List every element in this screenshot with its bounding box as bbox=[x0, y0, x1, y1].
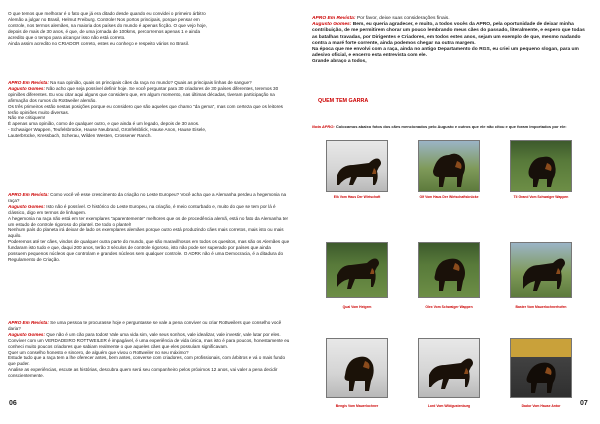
photo-caption: Til Grand Vom Schwaiger Wappen bbox=[513, 195, 569, 199]
dog-photo bbox=[418, 242, 480, 298]
page-number-right: 07 bbox=[580, 400, 588, 407]
photo-caption: Elk Vom Haus Der Wirtschaft bbox=[333, 195, 381, 199]
dog-photo bbox=[510, 338, 572, 398]
nota-apro: Nota APRO: Colocamos abaixo fotos dos cães mencionados pelo Augusto e outros que ele não citou e que foram importados por ele: bbox=[312, 124, 567, 129]
qa3-question: APRO Em Revista: Se uma pessoa te procurasse hoje e perguntasse se vale a pena conviver ou criar Rottweilers que conselho você daria? bbox=[8, 320, 282, 331]
qa1-question: APRO Em Revista: Na sua opinião, quais os principais cães da raça no mundo? Quais as principais linhas de sangue? bbox=[8, 80, 252, 85]
final-remarks: APRO Em Revista: Por favor, deixe suas considerações finais. Augusto Gomes: Bem, eu queria agradecer, e muito, a todos vocês da APRO, pela oportunidade de deixar minha contribuição, de me permitirem chorar um pouco lembrando meus cães do passado, literalmente, e espero que todas as batalhas travadas, por Dirigentes e Criadores, em todos estes anos, sejam um exemplo de que, mesmo nadando contra a maré forte corrente, ainda podemos chegar na outra margem. Na época que me envolvi com a raça, ainda no antigo Departamento do RGS, eu criei um pequeno slogan, para um adesivo oficial, e encerro esta entrevista com ele. Grande abraço a todos, bbox=[312, 16, 590, 66]
photo-caption: Olex Vom Schwaiger Wappen bbox=[425, 305, 473, 309]
right-page bbox=[300, 0, 600, 424]
photo-caption: Quai Vom Heigem bbox=[342, 305, 372, 309]
dog-photo bbox=[326, 338, 388, 398]
photo-caption: Lord Vom Wildgustenburg bbox=[427, 404, 471, 408]
photo-caption: Baster Vom Mauerlochnerhofen bbox=[515, 305, 567, 309]
qa-block-1: APRO Em Revista: Na sua opinião, quais os principais cães da raça no mundo? Quais as principais linhas de sangue? Augusto Gomes: Não acho que seja possível definir hoje. Se você perguntar para 30 criadores de 30 países diferentes, teremos 30 opiniões diferentes. Eu vou citar aqui alguns que considero que, em algum momento, nas últimas décadas, tiveram participação na afirmação dos rumos do Rottweiler alemão. Os três primeiros estão nestas posições porque eu considero que são aqueles que chamo "da gema", mas com certeza que os leitores terão opiniões muito diversas. Não me critiquem! É apenas uma opinião, como de qualquer outro, e que ainda é um legado, depois de 30 anos. - Schwaiger Wappen, Teufelsbrücke, Hause Neubrand, Grünfelsblick, Hause Anon, Hause Eisele, Lauterbrücke, Kressbach, Scherau, Wilden Westen, Crossener Ranch. bbox=[8, 80, 290, 139]
dog-photo bbox=[418, 338, 480, 398]
photo-caption: Dador Vom Hause Antor bbox=[521, 404, 561, 408]
dog-photo bbox=[510, 242, 572, 298]
qa3-answer: Augusto Gomes: Que não é um cão para todos! Vale uma vida sim, vale seus sonhos, vale idealizar, vale investir, vale lutar por eles. Conviver com um VERDADEIRO ROTTWEILER é impagável, é uma experiência de vida única, mas isto é para poucos, honestamente eu conheci muito poucos criadores que sabiam realmente o que aqueles cães que eles possuíam significavam. bbox=[8, 331, 290, 349]
slogan: QUEM TEM GARRA bbox=[318, 98, 369, 104]
intro-text: O que temos que melhorar é o fato que já era ditado desde quando eu convidei o primeiro árbitro Alemão a julgar no Brasil, Helmut Freiburg. Controle! Nos portos principais, porque pensar em controle, nos termos alemães, na maioria dos países do mundo é apenas ficção. O que vejo hoje, depois de mais de 30 anos, é que, de uma jornada de 100kms, percorremos apenas 1 e ainda acredito que o tempo para alcançar isso não está correto. Ainda assim acredito no CRIADOR correto, estes eu conheço e respeito vários no Brasil. bbox=[8, 11, 207, 46]
dog-photo bbox=[418, 140, 480, 192]
rottweiler-image bbox=[419, 141, 480, 192]
rottweiler-image bbox=[511, 141, 572, 192]
dog-photo bbox=[326, 140, 388, 192]
rottweiler-image bbox=[327, 243, 388, 298]
qa-block-3: APRO Em Revista: Se uma pessoa te procurasse hoje e perguntasse se vale a pena conviver ou criar Rottweilers que conselho você daria? Augusto Gomes: Que não é um cão para todos! Vale uma vida sim, vale seus sonhos, vale idealizar, vale investir, vale lutar por eles. Conviver com um VERDADEIRO ROTTWEILER é impagável, é uma experiência de vida única, mas isto é para poucos, honestamente eu conheci muito poucos criadores que sabiam realmente o que aqueles cães que eles possuíam significavam. Quer um conselho honesto e sincero, de alguém que vivou o Rottweiler no seu máximo? Estude tudo que a raça tem a lhe oferecer antes, bem antes, converse com criadores, com profissionais, com árbitros e vá o mais fundo que puder. Analise as experiências, escute as histórias, descubra quem será seu companheiro pelos próximos 12 anos, vai valer a pena decidir conscientemente. bbox=[8, 320, 290, 379]
page-number-left: 06 bbox=[9, 400, 17, 407]
photo-caption: Bengis Vom Mauerlochner bbox=[335, 404, 379, 408]
qa1-answer: Augusto Gomes: Não acho que seja possível definir hoje. Se você perguntar para 30 criadores de 30 países diferentes, teremos 30 opiniões diferentes. Eu vou citar aqui alguns que considero que, em algum momento, nas últimas décadas, tiveram participação na afirmação dos rumos do Rottweiler alemão. bbox=[8, 85, 279, 103]
rottweiler-image bbox=[327, 339, 388, 398]
rottweiler-image bbox=[511, 243, 572, 298]
qa-block-2: APRO Em Revista: Como você vê esse crescimento da criação no Leste Europeu? Você acha que a Alemanha perdeu a hegemonia na raça? Augusto Gomes: Isto não é possível. O histórico do Leste Europeu, na criação, é meio conturbado e, muito do que se tem por lá é clássico, digo em termos de linhagem. A hegemonia na raça não está em ter exemplares "aparentemente" melhores que os de procedência alemã, está no fato da Alemanha ter um estudo de controle rigoroso do plantel. De todo o plantel! Nenhum país do planeta irá deixar de lado os exemplares alemães porque outro está produzindo cães mais corretos, mais isto ou mais aquilo. Poderemos até ter cães, vindos de qualquer outra parte do mundo, que são maravilhosos em todos os quesitos, mas são os Alemães que fundaram isto tudo e que, daqui 200 anos, terão 3 séculos de controle rigoroso, isto não pode ser superado por países que ainda possuem pequenos núcleos que controlam e grandes núcleos sem qualquer controle. O ADRK não é uma Democracia, é a ditadura do Regulamento de Criação. bbox=[8, 192, 290, 262]
dog-photo bbox=[510, 140, 572, 192]
rottweiler-image bbox=[419, 339, 480, 398]
rottweiler-image bbox=[511, 339, 572, 398]
final-answer: Augusto Gomes: Bem, eu queria agradecer, e muito, a todos vocês da APRO, pela oportunidade de deixar minha contribuição, de me permitirem chorar um pouco lembrando meus cães do passado, literalmente, e espero que todas as batalhas travadas, por Dirigentes e Criadores, em todos estes anos, sejam um exemplo de que, mesmo nadando contra a maré forte corrente, ainda podemos chegar na outra margem. bbox=[312, 22, 585, 46]
final-question: APRO Em Revista: Por favor, deixe suas considerações finais. bbox=[312, 16, 450, 21]
qa2-answer: Augusto Gomes: Isto não é possível. O histórico do Leste Europeu, na criação, é meio conturbado e, muito do que se tem por lá é clássico, digo em termos de linhagem. bbox=[8, 203, 276, 215]
photo-caption: Olf Vom Haus Der Wirtschaftsbrücke bbox=[419, 195, 479, 199]
rottweiler-image bbox=[419, 243, 480, 298]
dog-photo bbox=[326, 242, 388, 298]
qa2-question: APRO Em Revista: Como você vê esse crescimento da criação no Leste Europeu? Você acha que a Alemanha perdeu a hegemonia na raça? bbox=[8, 192, 287, 203]
rottweiler-image bbox=[327, 141, 388, 192]
